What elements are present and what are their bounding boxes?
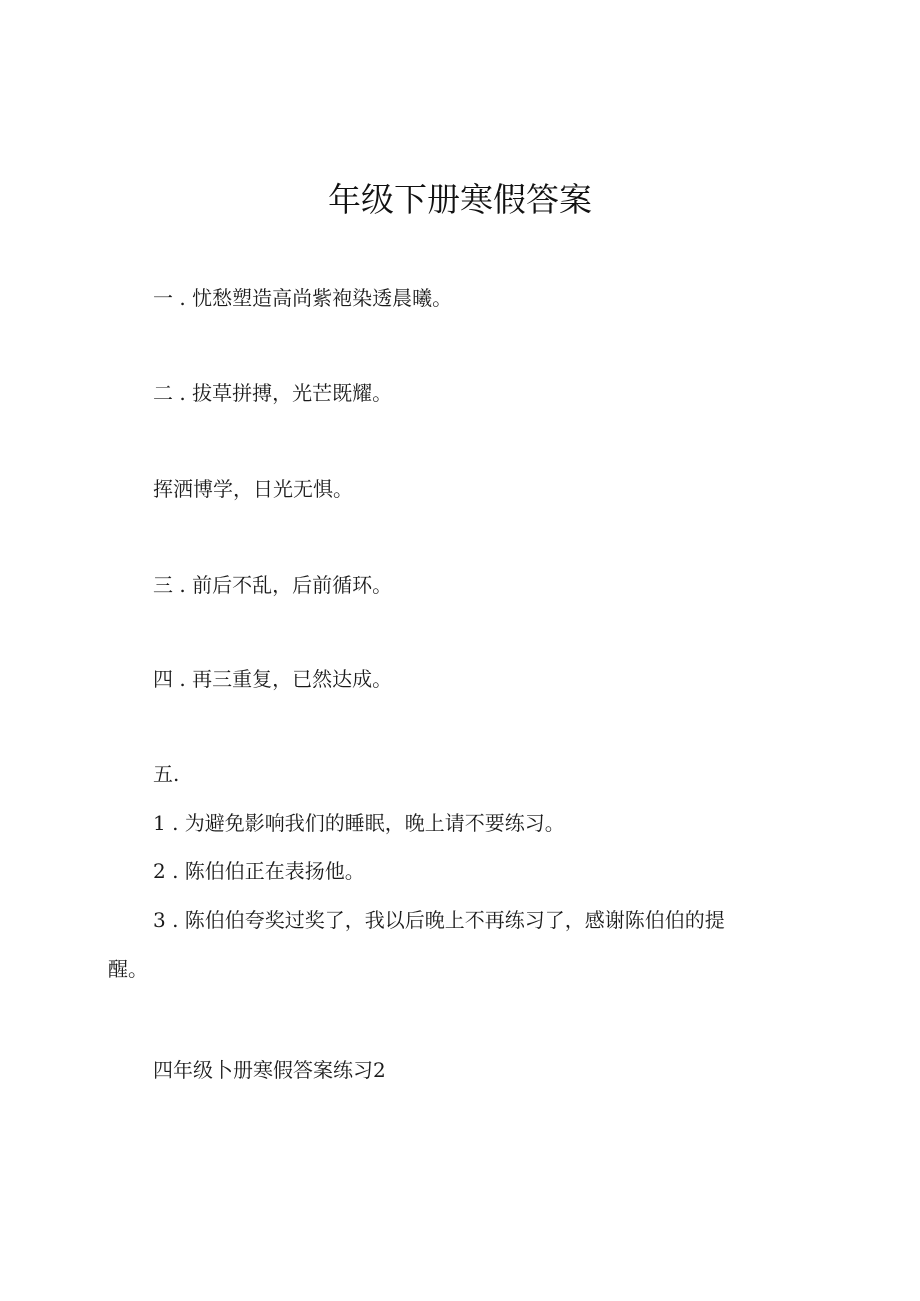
answer-line-2: 二 . 拔草拼搏，光芒既耀。 <box>153 381 393 405</box>
answer-line-4: 四 . 再三重复，已然达成。 <box>153 667 393 691</box>
answer-line-2-continued: 挥洒博学，日光无惧。 <box>153 477 353 501</box>
answer-5-2: 2 . 陈伯伯正在表扬他。 <box>153 859 365 883</box>
answer-line-3: 三 . 前后不乱，后前循环。 <box>153 573 393 597</box>
answer-line-1: 一 . 忧愁塑造高尚紫袍染透晨曦。 <box>153 286 453 310</box>
answer-5-1: 1 . 为避免影响我们的睡眠，晚上请不要练习。 <box>153 811 565 835</box>
section-five-heading: 五. <box>153 762 180 786</box>
next-section-heading: 四年级卜册寒假答案练习2 <box>153 1058 386 1082</box>
answer-5-3-continued: 醒。 <box>108 957 148 981</box>
answer-5-3: 3 . 陈伯伯夸奖过奖了，我以后晚上不再练习了，感谢陈伯伯的提 <box>153 908 725 932</box>
document-title: 年级下册寒假答案 <box>328 180 592 219</box>
